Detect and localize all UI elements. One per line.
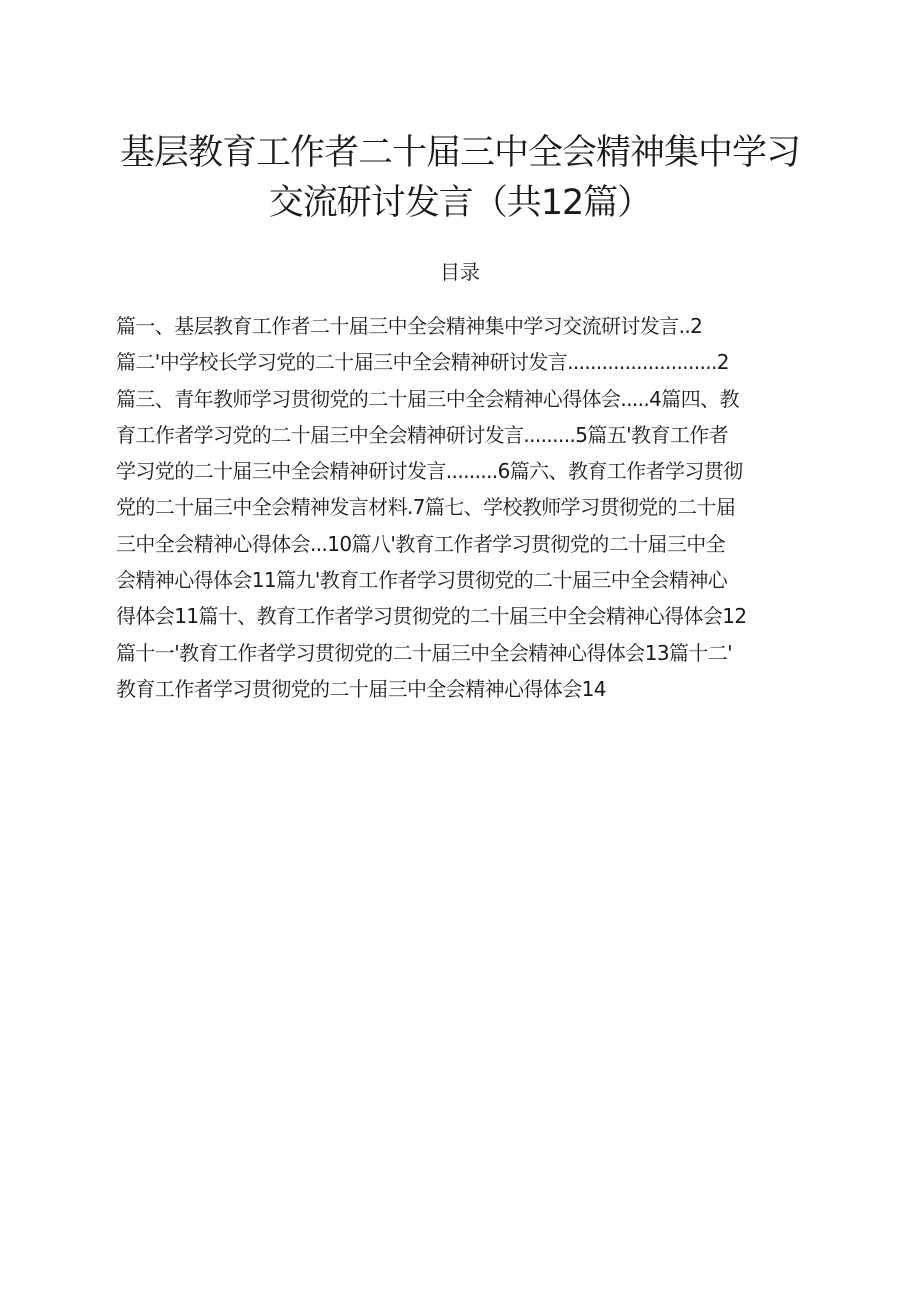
title-line-2: 交流研讨发言（共12篇） bbox=[268, 183, 652, 223]
toc-line: 学习党的二十届三中全会精神研讨发言.........6篇六、教育工作者学习贯彻 bbox=[116, 459, 743, 484]
toc-line: 篇一、基层教育工作者二十届三中全会精神集中学习交流研讨发言..2 bbox=[116, 314, 703, 338]
toc-line: 得体会11篇十、教育工作者学习贯彻党的二十届三中全会精神心得体会12 bbox=[116, 604, 747, 629]
toc-line: 篇十一'教育工作者学习贯彻党的二十届三中全会精神心得体会13篇十二' bbox=[116, 640, 733, 665]
title-line-1: 基层教育工作者二十届三中全会精神集中学习 bbox=[119, 133, 800, 173]
toc-line: 党的二十届三中全会精神发言材料.7篇七、学校教师学习贯彻党的二十届 bbox=[116, 495, 736, 520]
toc-line: 篇三、青年教师学习贯彻党的二十届三中全会精神心得体会.....4篇四、教 bbox=[116, 386, 739, 411]
toc-line: 育工作者学习党的二十届三中全会精神研讨发言.........5篇五'教育工作者 bbox=[116, 422, 729, 447]
table-of-contents bbox=[116, 308, 856, 707]
toc-line: 篇二'中学校长学习党的二十届三中全会精神研讨发言..........................2 bbox=[116, 350, 729, 375]
toc-line: 三中全会精神心得体会...10篇八'教育工作者学习贯彻党的二十届三中全 bbox=[116, 531, 726, 556]
toc-line: 会精神心得体会11篇九'教育工作者学习贯彻党的二十届三中全会精神心 bbox=[116, 568, 728, 593]
toc-heading: 目录 bbox=[440, 260, 480, 284]
toc-line: 教育工作者学习贯彻党的二十届三中全会精神心得体会14 bbox=[116, 676, 606, 701]
document-title bbox=[110, 128, 810, 228]
